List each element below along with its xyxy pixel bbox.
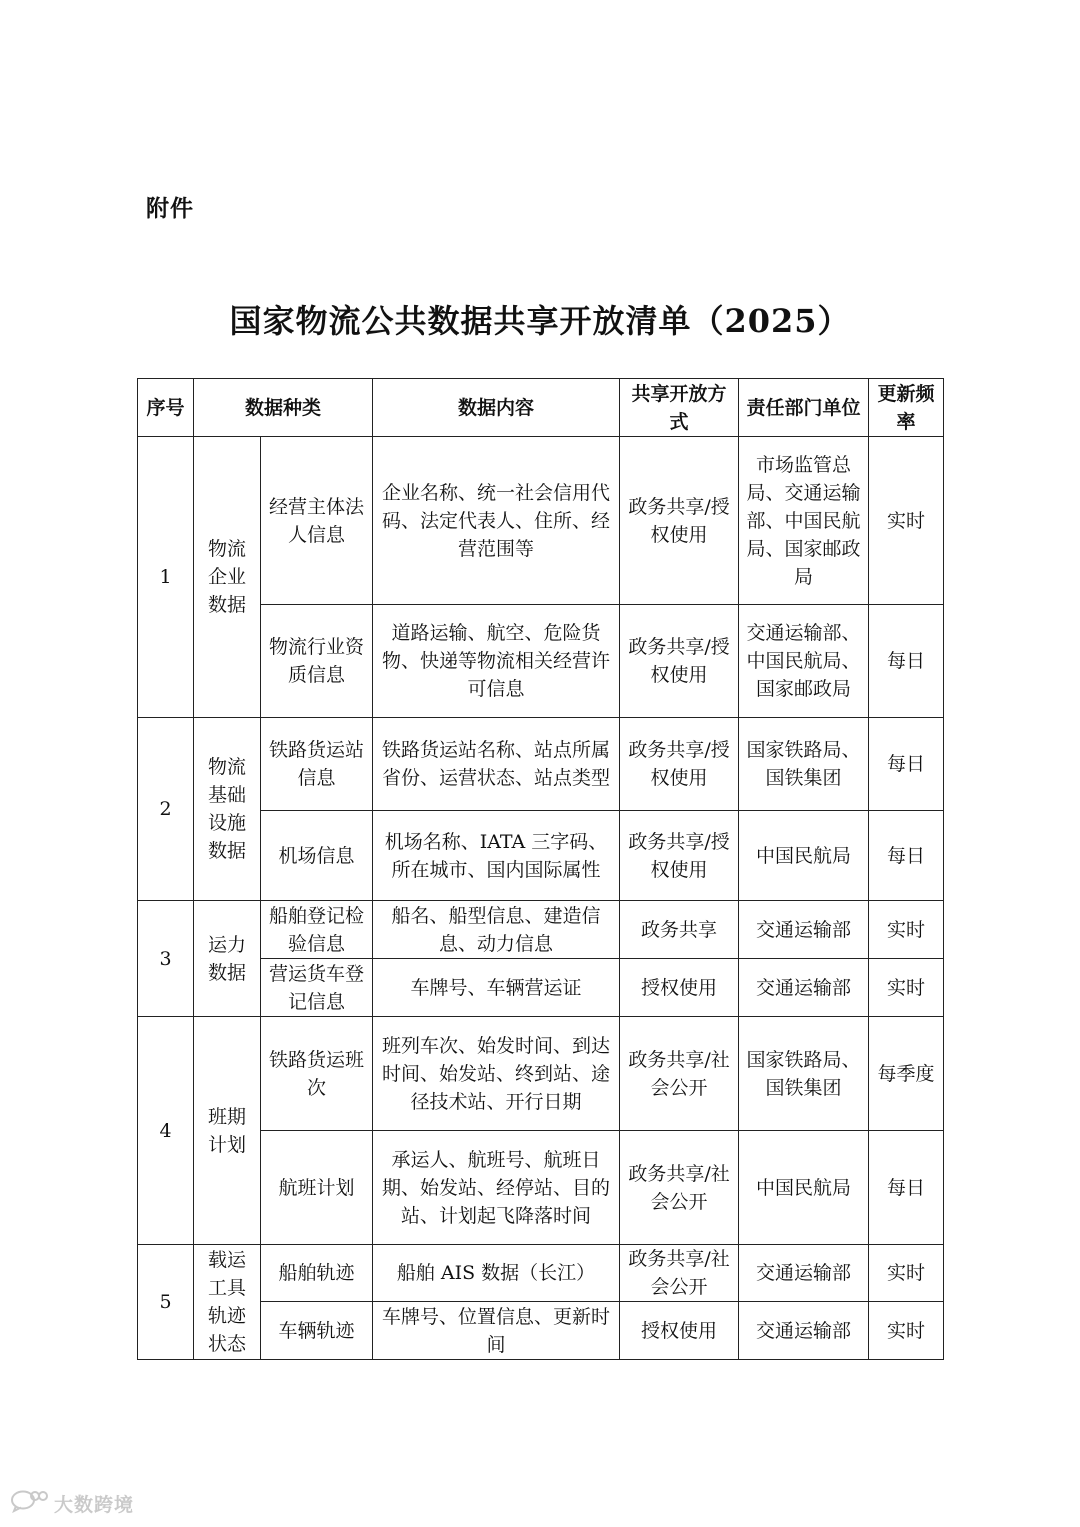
row-frequency: 实时 <box>869 959 944 1017</box>
row-subcategory: 铁路货运班次 <box>261 1017 373 1131</box>
row-mode: 政务共享/社会公开 <box>620 1245 739 1302</box>
group-category: 物流企业数据 <box>194 437 261 718</box>
row-mode: 政务共享/授权使用 <box>620 437 739 605</box>
row-subcategory: 物流行业资质信息 <box>261 605 373 718</box>
table-header-row <box>138 379 944 437</box>
row-content: 车牌号、位置信息、更新时间 <box>373 1302 620 1360</box>
table-row <box>138 1017 944 1131</box>
row-subcategory: 铁路货运站信息 <box>261 718 373 811</box>
row-department: 市场监管总局、交通运输部、中国民航局、国家邮政局 <box>739 437 869 605</box>
chat-bubble-icon <box>10 1489 50 1518</box>
row-content: 企业名称、统一社会信用代码、法定代表人、住所、经营范围等 <box>373 437 620 605</box>
row-content: 机场名称、IATA 三字码、所在城市、国内国际属性 <box>373 811 620 901</box>
row-content: 船舶 AIS 数据（长江） <box>373 1245 620 1302</box>
row-content: 承运人、航班号、航班日期、始发站、经停站、目的站、计划起飞降落时间 <box>373 1131 620 1245</box>
row-frequency: 每日 <box>869 1131 944 1245</box>
group-seq: 2 <box>138 718 194 901</box>
row-frequency: 实时 <box>869 1302 944 1360</box>
row-content: 班列车次、始发时间、到达时间、始发站、终到站、途径技术站、开行日期 <box>373 1017 620 1131</box>
group-category: 物流基础设施数据 <box>194 718 261 901</box>
group-seq: 5 <box>138 1245 194 1360</box>
row-department: 中国民航局 <box>739 811 869 901</box>
row-mode: 政务共享/授权使用 <box>620 718 739 811</box>
header-department: 责任部门单位 <box>739 379 869 437</box>
group-category: 载运工具轨迹状态 <box>194 1245 261 1360</box>
document-title: 国家物流公共数据共享开放清单（2025） <box>229 302 851 340</box>
watermark <box>10 1490 134 1516</box>
row-department: 交通运输部 <box>739 901 869 959</box>
group-seq: 4 <box>138 1017 194 1245</box>
row-department: 交通运输部、中国民航局、国家邮政局 <box>739 605 869 718</box>
row-department: 国家铁路局、国铁集团 <box>739 718 869 811</box>
header-mode: 共享开放方式 <box>620 379 739 437</box>
row-subcategory: 航班计划 <box>261 1131 373 1245</box>
row-department: 交通运输部 <box>739 1302 869 1360</box>
group-category: 运力数据 <box>194 901 261 1017</box>
table-row <box>138 901 944 959</box>
table-row <box>138 1245 944 1302</box>
row-department: 交通运输部 <box>739 1245 869 1302</box>
row-content: 铁路货运站名称、站点所属省份、运营状态、站点类型 <box>373 718 620 811</box>
row-mode: 政务共享/社会公开 <box>620 1017 739 1131</box>
row-subcategory: 船舶轨迹 <box>261 1245 373 1302</box>
row-mode: 政务共享/授权使用 <box>620 605 739 718</box>
row-mode: 授权使用 <box>620 1302 739 1360</box>
row-subcategory: 机场信息 <box>261 811 373 901</box>
row-frequency: 每季度 <box>869 1017 944 1131</box>
row-mode: 政务共享 <box>620 901 739 959</box>
row-frequency: 实时 <box>869 1245 944 1302</box>
row-mode: 政务共享/社会公开 <box>620 1131 739 1245</box>
row-subcategory: 船舶登记检验信息 <box>261 901 373 959</box>
row-content: 车牌号、车辆营运证 <box>373 959 620 1017</box>
row-frequency: 每日 <box>869 718 944 811</box>
row-subcategory: 营运货车登记信息 <box>261 959 373 1017</box>
row-frequency: 实时 <box>869 437 944 605</box>
row-subcategory: 经营主体法人信息 <box>261 437 373 605</box>
row-frequency: 每日 <box>869 811 944 901</box>
group-seq: 3 <box>138 901 194 1017</box>
row-content: 船名、船型信息、建造信息、动力信息 <box>373 901 620 959</box>
watermark-text: 大数跨境 <box>54 1493 135 1516</box>
attachment-label: 附件 <box>146 196 194 222</box>
row-mode: 政务共享/授权使用 <box>620 811 739 901</box>
group-seq: 1 <box>138 437 194 718</box>
row-subcategory: 车辆轨迹 <box>261 1302 373 1360</box>
logistics-data-table <box>137 378 944 1360</box>
row-department: 交通运输部 <box>739 959 869 1017</box>
table-row <box>138 437 944 605</box>
header-frequency: 更新频率 <box>869 379 944 437</box>
header-seq: 序号 <box>138 379 194 437</box>
row-content: 道路运输、航空、危险货物、快递等物流相关经营许可信息 <box>373 605 620 718</box>
row-frequency: 实时 <box>869 901 944 959</box>
header-category: 数据种类 <box>194 379 373 437</box>
table-row <box>138 718 944 811</box>
row-mode: 授权使用 <box>620 959 739 1017</box>
row-department: 国家铁路局、国铁集团 <box>739 1017 869 1131</box>
row-department: 中国民航局 <box>739 1131 869 1245</box>
header-content: 数据内容 <box>373 379 620 437</box>
group-category: 班期计划 <box>194 1017 261 1245</box>
row-frequency: 每日 <box>869 605 944 718</box>
